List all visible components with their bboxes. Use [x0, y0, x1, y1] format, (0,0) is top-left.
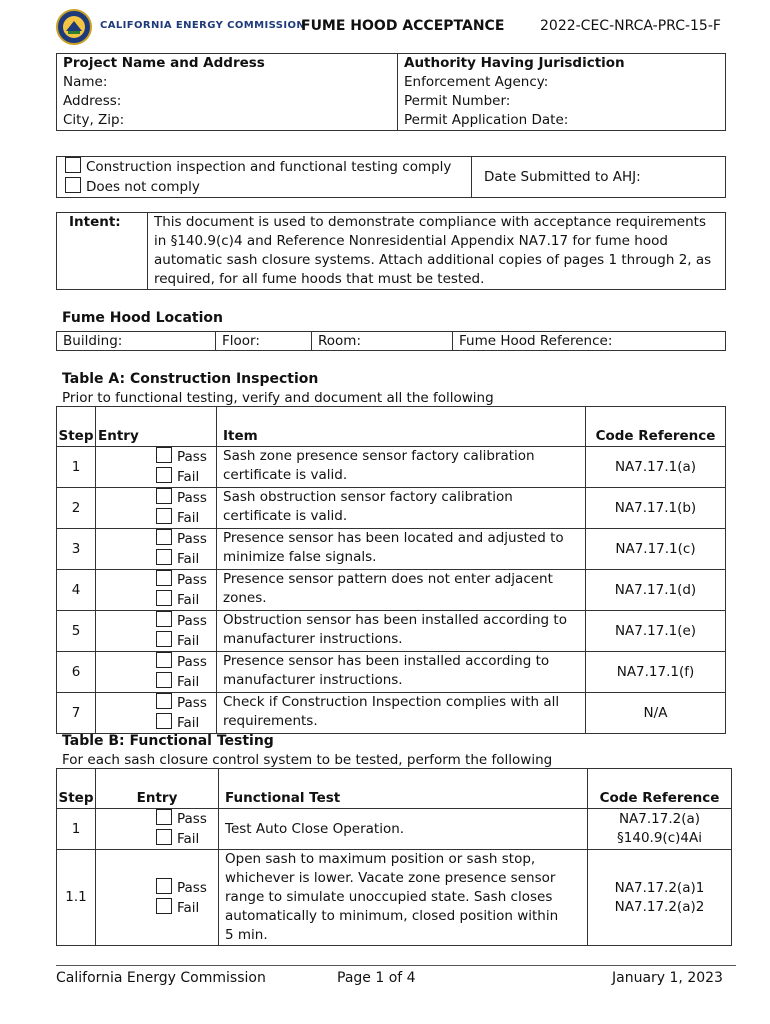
item-text: Presence sensor has been installed according to manufacturer instructions. — [217, 652, 586, 693]
item-text: Presence sensor has been located and adjusted to minimize false signals. — [217, 529, 586, 570]
step-number: 5 — [57, 611, 96, 652]
fume-hood-reference-field[interactable]: Fume Hood Reference: — [453, 332, 726, 351]
building-field[interactable]: Building: — [57, 332, 216, 351]
fail-checkbox[interactable] — [156, 508, 172, 524]
step-number: 6 — [57, 652, 96, 693]
header-functional-test: Functional Test — [219, 769, 588, 809]
pass-option[interactable]: Pass — [156, 488, 210, 508]
table-row — [57, 529, 726, 570]
pass-option[interactable]: Pass — [156, 809, 212, 829]
project-address-field[interactable]: Address: — [63, 92, 122, 109]
code-reference: NA7.17.1(a) — [586, 447, 726, 488]
fail-option[interactable]: Fail — [156, 898, 212, 918]
fail-checkbox[interactable] — [156, 713, 172, 729]
code-reference: NA7.17.2(a)1 NA7.17.2(a)2 — [588, 850, 732, 946]
pass-option[interactable]: Pass — [156, 652, 210, 672]
organization-name: CALIFORNIA ENERGY COMMISSION — [100, 20, 306, 31]
step-number: 7 — [57, 693, 96, 734]
footer-org: California Energy Commission — [56, 970, 266, 986]
header-entry: Entry — [96, 407, 217, 447]
pass-option[interactable]: Pass — [156, 611, 210, 631]
fail-option[interactable]: Fail — [156, 631, 210, 651]
header-code-reference: Code Reference — [588, 769, 732, 809]
fail-checkbox[interactable] — [156, 898, 172, 914]
fail-checkbox[interactable] — [156, 631, 172, 647]
fail-checkbox[interactable] — [156, 467, 172, 483]
code-reference: NA7.17.1(e) — [586, 611, 726, 652]
footer-date: January 1, 2023 — [612, 970, 723, 986]
construction-inspection-table — [56, 406, 726, 734]
compliance-table — [56, 156, 726, 198]
project-city-field[interactable]: City, Zip: — [63, 111, 125, 128]
table-row — [57, 809, 732, 850]
comply-checkbox[interactable] — [65, 157, 81, 173]
intent-table — [56, 212, 726, 290]
pass-option[interactable]: Pass — [156, 693, 210, 713]
functional-test-text: Open sash to maximum position or sash stop, whichever is lower. Vacate zone presence sensor range to simulate unoccupied state. Sash closes automatically to minimum, closed position within 5 min. — [219, 850, 588, 946]
fail-option[interactable]: Fail — [156, 467, 210, 487]
code-reference: N/A — [586, 693, 726, 734]
table-a-title: Table A: Construction Inspection — [62, 371, 319, 387]
intent-text: This document is used to demonstrate compliance with acceptance requirements in §140.9(c)4 and Reference Nonresidential Appendix NA7.17 for fume hood automatic sash closure systems. Attach additional copies of pages 1 through 2, as required, for all fume hoods that must be tested. — [148, 213, 726, 290]
table-b-title: Table B: Functional Testing — [62, 733, 274, 749]
pass-checkbox[interactable] — [156, 570, 172, 586]
floor-field[interactable]: Floor: — [216, 332, 312, 351]
step-number: 3 — [57, 529, 96, 570]
project-title: Project Name and Address — [63, 55, 265, 71]
step-number: 1 — [57, 447, 96, 488]
table-a-subtitle: Prior to functional testing, verify and document all the following — [62, 390, 494, 406]
comply-option[interactable]: Construction inspection and functional testing comply — [65, 157, 463, 177]
fail-checkbox[interactable] — [156, 829, 172, 845]
pass-option[interactable]: Pass — [156, 447, 210, 467]
fail-checkbox[interactable] — [156, 672, 172, 688]
fail-checkbox[interactable] — [156, 549, 172, 565]
step-number: 2 — [57, 488, 96, 529]
header-step: Step — [57, 407, 96, 447]
location-title: Fume Hood Location — [62, 310, 223, 326]
pass-checkbox[interactable] — [156, 878, 172, 894]
table-row — [57, 611, 726, 652]
step-number: 1.1 — [57, 850, 96, 946]
pass-checkbox[interactable] — [156, 529, 172, 545]
fail-option[interactable]: Fail — [156, 549, 210, 569]
functional-test-text: Test Auto Close Operation. — [219, 809, 588, 850]
pass-option[interactable]: Pass — [156, 878, 212, 898]
header-code-reference: Code Reference — [586, 407, 726, 447]
date-submitted-field[interactable]: Date Submitted to AHJ: — [472, 157, 726, 198]
code-reference: NA7.17.1(d) — [586, 570, 726, 611]
project-info-table — [56, 53, 726, 131]
footer-page-number: Page 1 of 4 — [337, 970, 416, 986]
item-text: Sash zone presence sensor factory calibration certificate is valid. — [217, 447, 586, 488]
header-entry: Entry — [96, 769, 219, 809]
enforcement-agency-field[interactable]: Enforcement Agency: — [404, 73, 549, 90]
header-item: Item — [217, 407, 586, 447]
footer-divider — [56, 965, 736, 966]
header-step: Step — [57, 769, 96, 809]
pass-checkbox[interactable] — [156, 693, 172, 709]
pass-checkbox[interactable] — [156, 652, 172, 668]
fail-option[interactable]: Fail — [156, 672, 210, 692]
table-b-subtitle: For each sash closure control system to be tested, perform the following — [62, 752, 553, 768]
pass-option[interactable]: Pass — [156, 570, 210, 590]
code-reference: NA7.17.1(c) — [586, 529, 726, 570]
fail-option[interactable]: Fail — [156, 508, 210, 528]
pass-checkbox[interactable] — [156, 611, 172, 627]
table-row — [57, 693, 726, 734]
item-text: Sash obstruction sensor factory calibration certificate is valid. — [217, 488, 586, 529]
pass-checkbox[interactable] — [156, 488, 172, 504]
item-text: Check if Construction Inspection complies with all requirements. — [217, 693, 586, 734]
ahj-title: Authority Having Jurisdiction — [404, 55, 625, 71]
table-row — [57, 570, 726, 611]
table-row — [57, 850, 732, 946]
form-title: FUME HOOD ACCEPTANCE — [301, 18, 505, 34]
code-reference: NA7.17.2(a) §140.9(c)4Ai — [588, 809, 732, 850]
cec-seal-logo — [56, 9, 92, 45]
form-code: 2022-CEC-NRCA-PRC-15-F — [540, 18, 721, 34]
step-number: 1 — [57, 809, 96, 850]
code-reference: NA7.17.1(f) — [586, 652, 726, 693]
not-comply-checkbox[interactable] — [65, 177, 81, 193]
step-number: 4 — [57, 570, 96, 611]
pass-checkbox[interactable] — [156, 447, 172, 463]
table-row — [57, 652, 726, 693]
permit-number-field[interactable]: Permit Number: — [404, 92, 511, 109]
item-text: Presence sensor pattern does not enter adjacent zones. — [217, 570, 586, 611]
code-reference: NA7.17.1(b) — [586, 488, 726, 529]
location-table — [56, 331, 726, 351]
intent-label: Intent: — [57, 213, 148, 290]
fail-option[interactable]: Fail — [156, 713, 210, 733]
pass-checkbox[interactable] — [156, 809, 172, 825]
fail-checkbox[interactable] — [156, 590, 172, 606]
not-comply-option[interactable]: Does not comply — [65, 177, 463, 197]
project-name-field[interactable]: Name: — [63, 73, 108, 90]
fail-option[interactable]: Fail — [156, 590, 210, 610]
table-row — [57, 447, 726, 488]
table-row — [57, 488, 726, 529]
room-field[interactable]: Room: — [312, 332, 453, 351]
pass-option[interactable]: Pass — [156, 529, 210, 549]
item-text: Obstruction sensor has been installed according to manufacturer instructions. — [217, 611, 586, 652]
permit-date-field[interactable]: Permit Application Date: — [404, 111, 569, 128]
functional-testing-table — [56, 768, 732, 946]
fail-option[interactable]: Fail — [156, 829, 212, 849]
